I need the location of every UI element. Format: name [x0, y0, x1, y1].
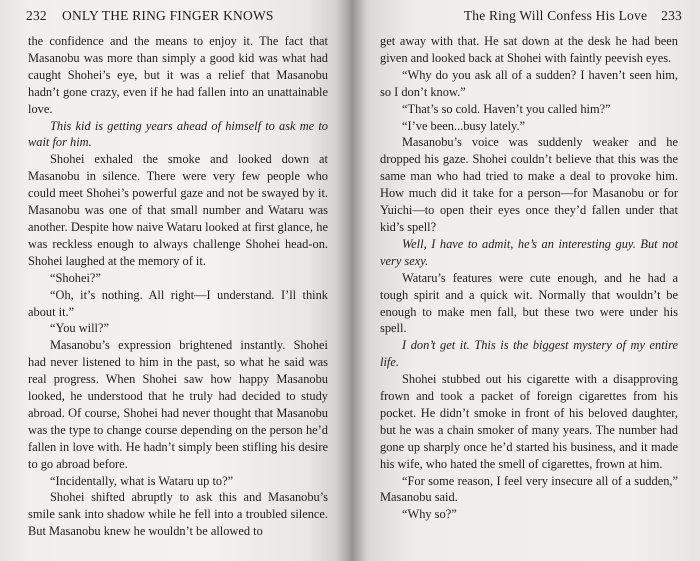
paragraph: the confidence and the means to enjoy it. The fact that Masanobu was more than simply a good kid was what had caught Shohei’s eye, but it was a relief that Masanobu hadn’t gone crazy, even if he had fallen into an unattainable love. — [28, 34, 328, 116]
paragraph: “For some reason, I feel very insecure all of a sudden,” Masanobu said. — [380, 473, 678, 505]
paragraph: Well, I have to admit, he’s an interesting guy. But not very sexy. — [380, 236, 678, 268]
right-page-body — [380, 33, 678, 523]
right-page-header — [426, 8, 682, 28]
paragraph: “I’ve been...busy lately.” — [402, 118, 526, 133]
paragraph: Masanobu’s expression brightened instantly. Shohei had never listened to him in the past, so what he said was real progress. When Shohei saw how happy Masanobu looked, he understood that he truly had decided to study abroad. Of course, Shohei had never thought that Masanobu was the type to change course depending on the person he’d fallen in love with. He hadn’t simply been stifling his desire to go abroad before. — [28, 338, 328, 471]
paragraph: Shohei stubbed out his cigarette with a disapproving frown and took a packet of foreign cigarettes from his pocket. He didn’t smoke in front of his beloved daughter, but he was a chain smoker of many years. The number had gone up sharply once he’d started his business, and it made his wife, who hated the smell of cigarettes, frown at him. — [380, 372, 678, 471]
paragraph: Shohei exhaled the smoke and looked down at Masanobu in silence. There were very few people who could meet Shohei’s powerful gaze and not be swayed by it. Masanobu was one of that small number and Wataru was another. Despite how naive Wataru looked at first glance, he was reckless enough to always challenge Shohei head-on. Shohei laughed at the memory of it. — [28, 152, 328, 268]
paragraph: “Incidentally, what is Wataru up to?” — [50, 473, 234, 488]
paragraph: “That’s so cold. Haven’t you called him?” — [402, 101, 611, 116]
left-page-header — [26, 8, 326, 28]
right-page-number: 233 — [661, 8, 682, 23]
right-running-head: The Ring Will Confess His Love — [463, 8, 648, 23]
paragraph: This kid is getting years ahead of himself to ask me to wait for him. — [28, 118, 328, 150]
paragraph: Wataru’s features were cute enough, and he had a tough spirit and a quick wit. Normally that wouldn’t be enough to make men fall, but these two were under his spell. — [380, 270, 678, 336]
paragraph: “Why so?” — [402, 507, 457, 522]
left-running-head: ONLY THE RING FINGER KNOWS — [62, 8, 274, 23]
paragraph: get away with that. He sat down at the desk he had been given and looked back at Shohei with faintly peevish eyes. — [380, 34, 678, 65]
left-page-number: 232 — [26, 8, 47, 23]
right-page — [350, 0, 700, 561]
paragraph: Masanobu’s voice was suddenly weaker and he dropped his gaze. Shohei couldn’t believe that this was the same man who had tried to make a deal to provoke him. How much did it take for a person—for Masanobu or for Yuichi—to open their eyes once they’d fallen under that kid’s spell? — [380, 135, 678, 234]
left-page-body — [28, 33, 328, 540]
paragraph: “Why do you ask all of a sudden? I haven’t seen him, so I don’t know.” — [380, 67, 678, 99]
paragraph: “Shohei?” — [50, 270, 101, 285]
paragraph: I don’t get it. This is the biggest mystery of my entire life. — [380, 338, 678, 370]
paragraph: “You will?” — [50, 321, 109, 336]
paragraph: Shohei shifted abruptly to ask this and Masanobu’s smile sank into shadow while he fell into a troubled silence. But Masanobu knew he wouldn’t be allowed to — [28, 490, 328, 539]
paragraph: “Oh, it’s nothing. All right—I understand. I’ll think about it.” — [28, 287, 328, 319]
